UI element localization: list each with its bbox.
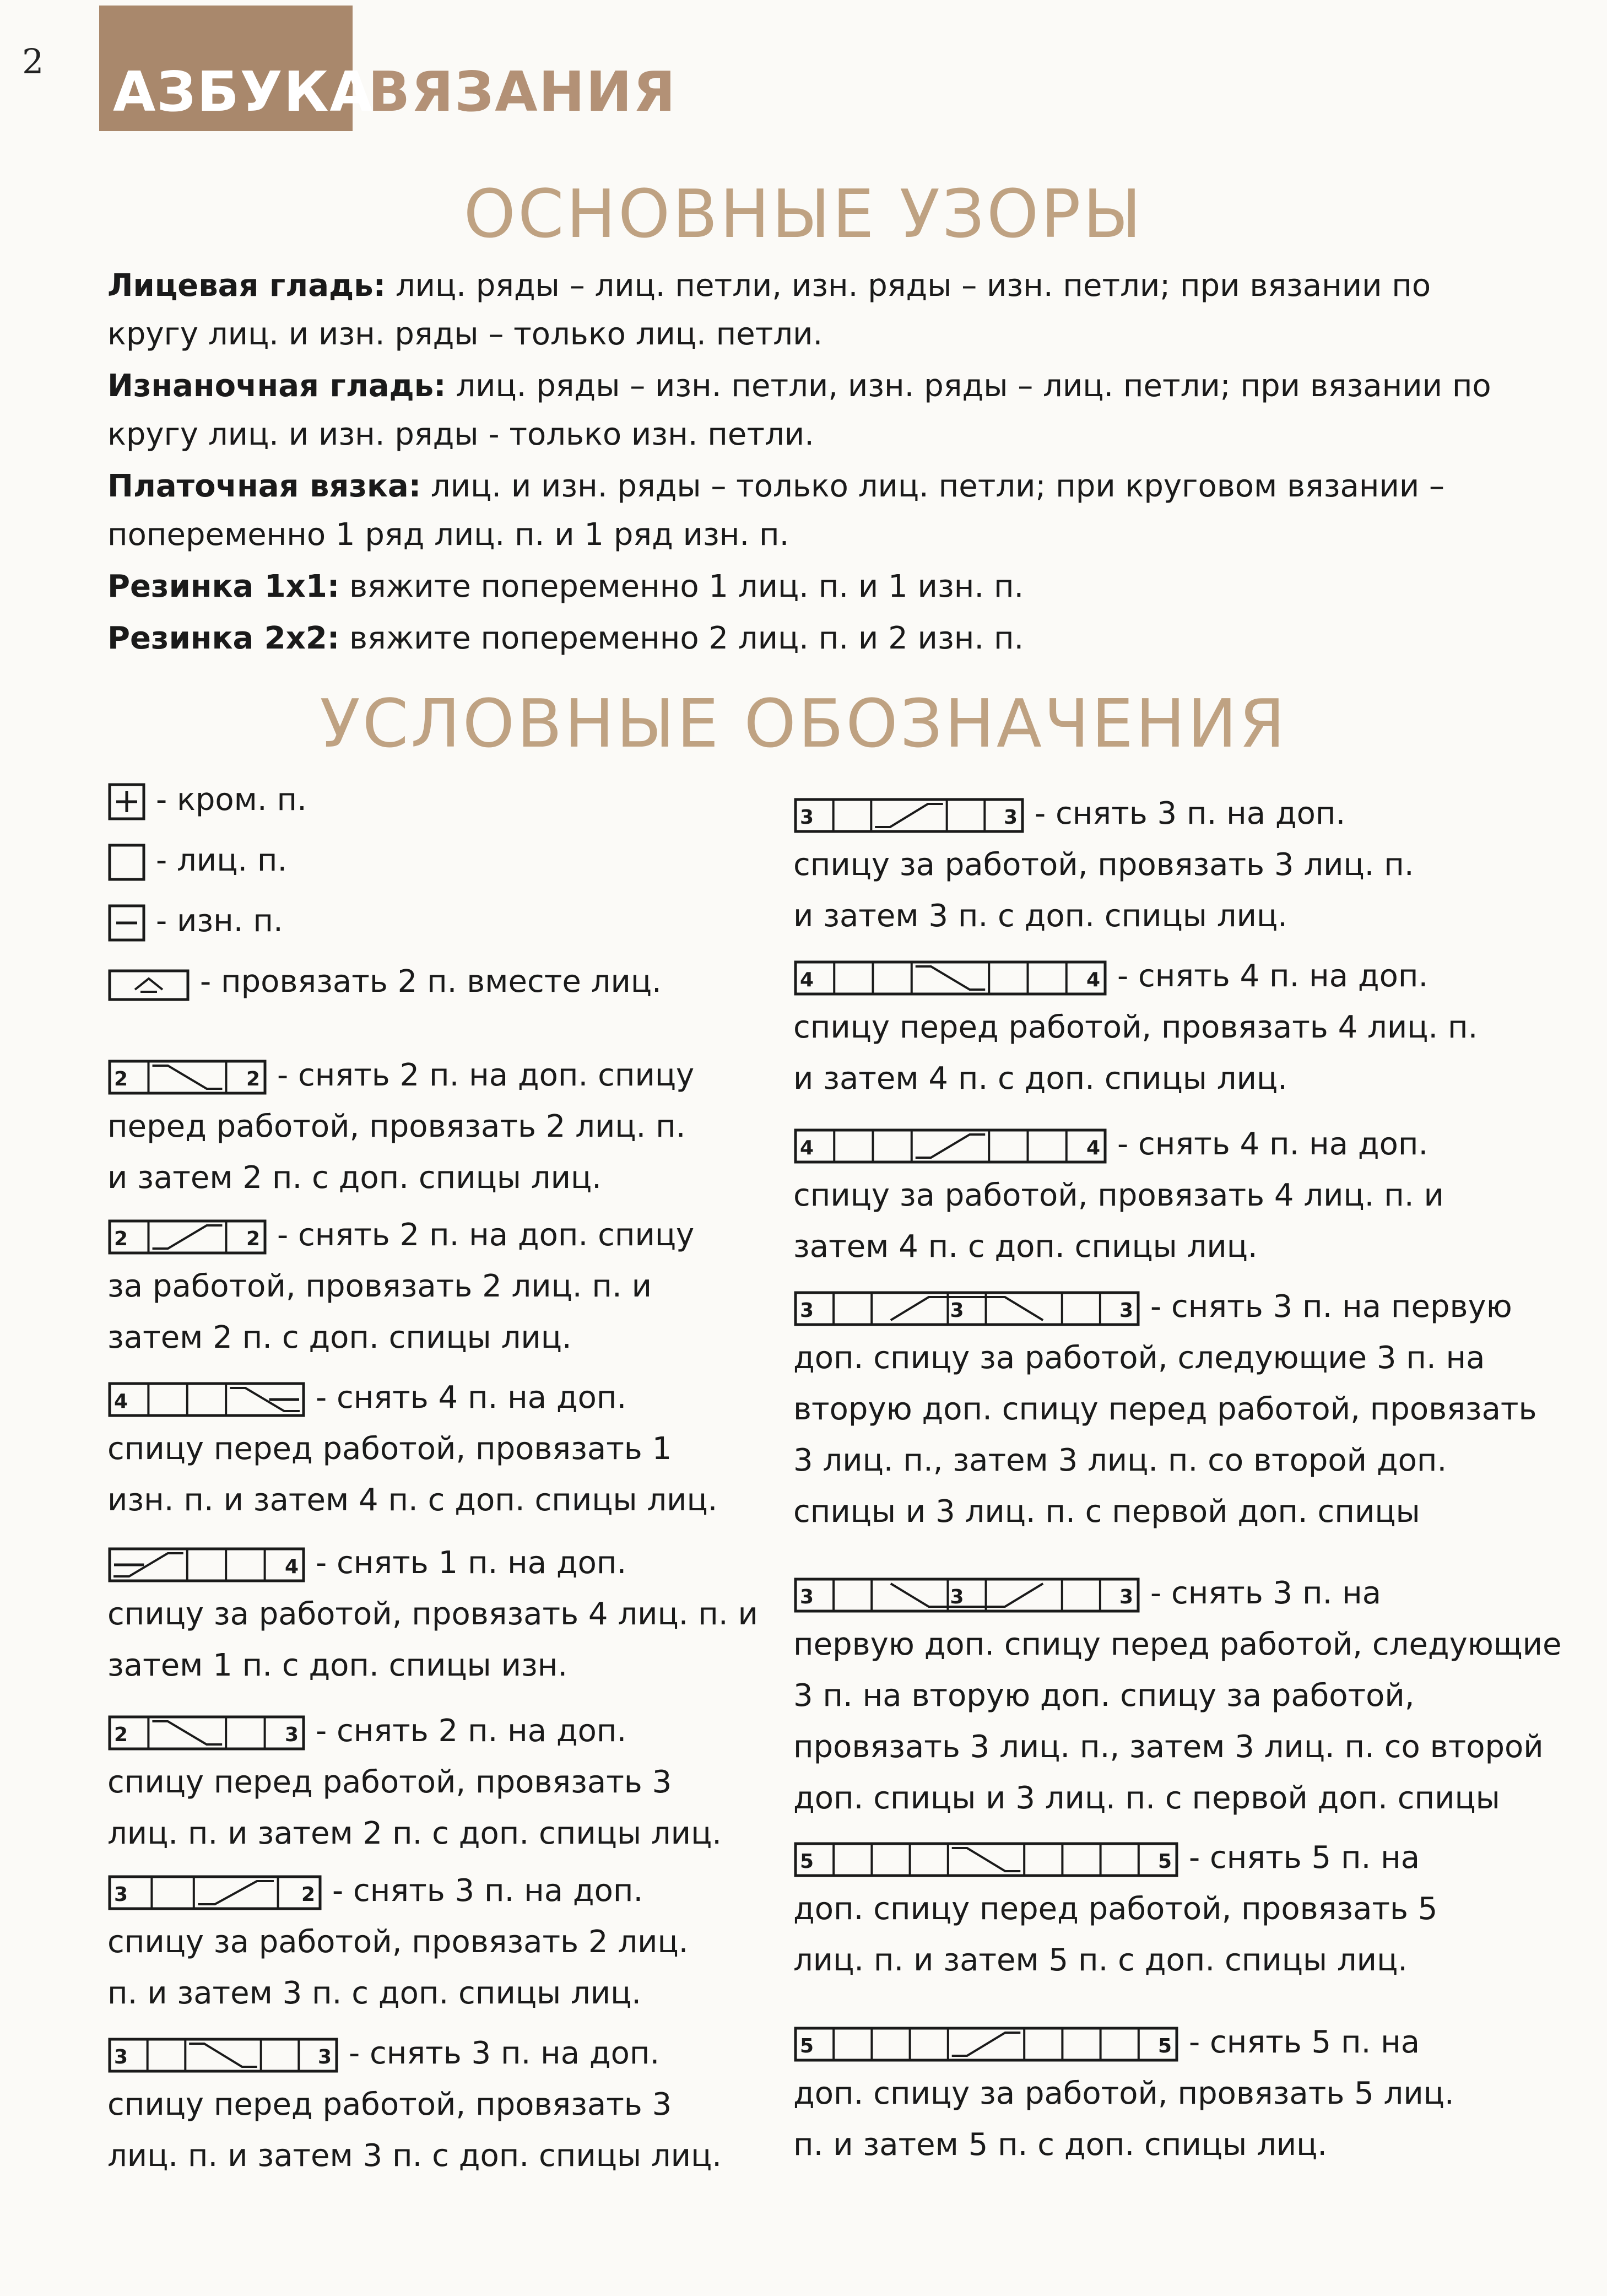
symbol-description: спицу перед работой, провязать 4 лиц. п. [793, 1009, 1478, 1045]
symbol-entry [107, 1050, 694, 1203]
symbol-entry-line [793, 890, 1414, 942]
svg-text:3: 3 [950, 1299, 964, 1322]
svg-text:3: 3 [285, 1723, 299, 1746]
symbol-entry-line [793, 1773, 1562, 1824]
symbol-description: - снять 2 п. на доп. [316, 1713, 627, 1749]
svg-text:3: 3 [800, 1299, 814, 1322]
symbol-description: - снять 4 п. на доп. [316, 1380, 627, 1416]
symbol-description: п. и затем 3 п. с доп. спицы лиц. [107, 1975, 642, 2011]
cable-1-4-back-purl-icon [107, 1546, 306, 1584]
symbol-description: - провязать 2 п. вместе лиц. [200, 964, 662, 1000]
symbol-description: затем 2 п. с доп. спицы лиц. [107, 1320, 572, 1355]
symbol-entry [107, 1537, 758, 1691]
symbol-description: 3 п. на вторую доп. спицу за работой, [793, 1678, 1415, 1714]
symbol-description: перед работой, провязать 2 лиц. п. [107, 1109, 686, 1144]
symbol-entry [793, 1832, 1437, 1986]
symbol-description: спицу за работой, провязать 4 лиц. п. и [793, 1177, 1444, 1213]
cable-4-4-front-icon [793, 959, 1107, 997]
symbol-description: и затем 4 п. с доп. спицы лиц. [793, 1061, 1287, 1096]
symbol-entry-first-line [107, 1050, 694, 1101]
patterns-list [107, 262, 1515, 666]
page-number: 2 [22, 41, 44, 82]
symbol-entry [793, 950, 1478, 1104]
cable-3-3-back-icon [793, 796, 1025, 835]
symbol-entry-line [107, 1589, 758, 1640]
symbol-description: спицы и 3 лиц. п. с первой доп. спицы [793, 1494, 1420, 1530]
symbol-description: и затем 2 п. с доп. спицы лиц. [107, 1160, 602, 1196]
symbol-entry-line [107, 1423, 717, 1474]
svg-text:5: 5 [800, 2034, 814, 2057]
cable-3-3-front-icon [107, 2036, 339, 2074]
symbol-description: спицу за работой, провязать 4 лиц. п. и [107, 1596, 758, 1632]
svg-text:3: 3 [1119, 1585, 1134, 1608]
symbol-entry [793, 788, 1414, 942]
purl-stitch-icon [107, 904, 146, 942]
svg-text:2: 2 [246, 1227, 261, 1250]
symbol-description: доп. спицы и 3 лиц. п. с первой доп. спицы [793, 1780, 1500, 1816]
symbol-entry-first-line [793, 950, 1478, 1002]
symbol-entry-line [107, 1474, 717, 1526]
symbol-description: изн. п. и затем 4 п. с доп. спицы лиц. [107, 1482, 718, 1518]
svg-text:2: 2 [114, 1723, 128, 1746]
symbol-entry [107, 1865, 688, 2019]
pattern-item: Платочная вязка: лиц. и изн. ряды – только лиц. петли; при круговом вязании – попеременно 1 ряд лиц. п. и 1 ряд изн. п. [107, 468, 1445, 553]
symbol-entry-line [107, 1808, 722, 1859]
svg-text:4: 4 [1086, 1136, 1101, 1159]
svg-text:4: 4 [1086, 968, 1101, 991]
symbol-entry-line [107, 1640, 758, 1691]
symbol-description: доп. спицу за работой, провязать 5 лиц. [793, 2076, 1454, 2111]
symbol-entry-line [107, 1757, 722, 1808]
symbol-description: - снять 3 п. на доп. [332, 1873, 643, 1909]
symbol-entry-first-line [793, 1568, 1562, 1619]
symbol-entry-line [107, 2130, 722, 2181]
symbol-entry-first-line [793, 2017, 1454, 2068]
symbol-description: - снять 2 п. на доп. спицу [277, 1057, 695, 1093]
symbol-entry-line [793, 1435, 1537, 1486]
symbol-entry-first-line [107, 1865, 688, 1916]
symbol-entry-first-line [793, 1119, 1444, 1170]
symbol-entry-first-line [107, 895, 283, 947]
symbol-description: - кром. п. [156, 782, 307, 818]
svg-text:5: 5 [1158, 2034, 1172, 2057]
section-title-symbols: УСЛОВНЫЕ ОБОЗНАЧЕНИЯ [320, 686, 1287, 763]
symbol-entry-first-line [793, 1281, 1537, 1332]
symbol-entry [107, 1372, 717, 1526]
symbol-description: доп. спицу перед работой, провязать 5 [793, 1891, 1438, 1927]
cable-5-5-back-icon [793, 2025, 1179, 2063]
symbol-description: - лиц. п. [156, 842, 288, 878]
symbol-entry-line [793, 1935, 1437, 1986]
cable-2-3-front-icon [107, 1714, 306, 1752]
symbol-entry-first-line [107, 2028, 722, 2079]
symbol-entry-line [107, 2079, 722, 2130]
symbol-entry-line [793, 1002, 1478, 1053]
cable-4-4-back-icon [793, 1127, 1107, 1165]
section-title-patterns: ОСНОВНЫЕ УЗОРЫ [463, 176, 1144, 253]
symbol-description: спицу перед работой, провязать 3 [107, 2087, 672, 2122]
pattern-item: Лицевая гладь: лиц. ряды – лиц. петли, изн. ряды – изн. петли; при вязании по кругу лиц. и изн. ряды – только лиц. петли. [107, 268, 1431, 352]
svg-text:2: 2 [114, 1227, 128, 1250]
symbol-description: доп. спицу за работой, следующие 3 п. на [793, 1340, 1485, 1376]
symbol-entry-line [793, 1053, 1478, 1104]
symbol-entry-line [793, 1619, 1562, 1670]
svg-text:4: 4 [114, 1390, 128, 1413]
symbol-entry-first-line [793, 1832, 1437, 1883]
svg-text:2: 2 [246, 1067, 261, 1090]
symbol-entry-line [793, 2119, 1454, 2170]
symbol-entry-first-line [107, 956, 662, 1007]
svg-text:3: 3 [114, 1883, 128, 1906]
symbol-description: - снять 3 п. на доп. [1035, 796, 1346, 831]
symbol-description: провязать 3 лиц. п., затем 3 лиц. п. со второй [793, 1729, 1544, 1765]
svg-text:4: 4 [800, 968, 814, 991]
symbol-entry-line [793, 1670, 1562, 1721]
symbol-entry-line [793, 1883, 1437, 1935]
symbol-description: и затем 3 п. с доп. спицы лиц. [793, 898, 1287, 934]
symbol-description: - снять 4 п. на доп. [1117, 1126, 1429, 1162]
symbol-entry [793, 1281, 1537, 1537]
symbol-description: затем 1 п. с доп. спицы изн. [107, 1647, 568, 1683]
svg-text:3: 3 [950, 1585, 964, 1608]
symbol-entry [107, 895, 283, 947]
symbol-description: - снять 4 п. на доп. [1117, 958, 1429, 994]
symbol-entry [107, 956, 662, 1007]
svg-text:3: 3 [318, 2045, 332, 2068]
cable-3-3-3-back-front-icon [793, 1289, 1140, 1328]
symbol-description: - снять 5 п. на [1189, 2024, 1420, 2060]
symbol-entry [107, 774, 307, 825]
svg-text:4: 4 [285, 1555, 299, 1578]
cable-2-2-front-icon [107, 1058, 267, 1096]
symbol-description: 3 лиц. п., затем 3 лиц. п. со второй доп. [793, 1443, 1447, 1478]
svg-text:3: 3 [1004, 806, 1018, 829]
symbol-entry [107, 1705, 722, 1859]
symbol-description: лиц. п. и затем 2 п. с доп. спицы лиц. [107, 1816, 722, 1851]
header-title-secondary: ВЯЗАНИЯ [368, 60, 677, 124]
symbol-entry-line [793, 1384, 1537, 1435]
cable-3-2-back-icon [107, 1873, 322, 1912]
symbol-description: спицу за работой, провязать 3 лиц. п. [793, 847, 1414, 883]
symbol-entry-first-line [107, 1372, 717, 1423]
symbol-description: - снять 3 п. на доп. [349, 2035, 660, 2071]
symbol-entry-first-line [107, 1209, 694, 1261]
symbol-description: спицу перед работой, провязать 1 [107, 1431, 672, 1467]
svg-text:5: 5 [800, 1850, 814, 1873]
cable-2-2-back-icon [107, 1218, 267, 1256]
symbol-description: затем 4 п. с доп. спицы лиц. [793, 1229, 1258, 1265]
symbol-description: - снять 3 п. на первую [1150, 1289, 1512, 1325]
symbol-description: - изн. п. [156, 903, 283, 939]
symbol-entry-line [793, 1332, 1537, 1384]
symbol-entry-line [793, 839, 1414, 890]
header-title-primary: АЗБУКА [113, 60, 374, 124]
symbol-description: спицу за работой, провязать 2 лиц. [107, 1924, 689, 1960]
pattern-item: Резинка 2х2: вяжите попеременно 2 лиц. п. и 2 изн. п. [107, 620, 1024, 656]
symbol-entry-line [793, 1721, 1562, 1773]
symbol-entry-line [793, 1170, 1444, 1221]
svg-text:3: 3 [1119, 1299, 1134, 1322]
symbol-entry-line [107, 1916, 688, 1968]
svg-text:4: 4 [800, 1136, 814, 1159]
symbol-description: лиц. п. и затем 5 п. с доп. спицы лиц. [793, 1942, 1408, 1978]
symbol-entry [793, 1119, 1444, 1272]
svg-text:2: 2 [114, 1067, 128, 1090]
cable-5-5-front-icon [793, 1840, 1179, 1879]
symbol-entry-line [107, 1101, 694, 1152]
symbol-entry-line [793, 1221, 1444, 1272]
svg-text:5: 5 [1158, 1850, 1172, 1873]
symbol-entry [107, 1209, 694, 1363]
symbol-entry-line [107, 1152, 694, 1203]
svg-text:3: 3 [114, 2045, 128, 2068]
symbol-description: - снять 3 п. на [1150, 1575, 1382, 1611]
symbol-description: - снять 5 п. на [1189, 1840, 1420, 1876]
pattern-item: Резинка 1х1: вяжите попеременно 1 лиц. п. и 1 изн. п. [107, 569, 1024, 604]
symbol-entry-first-line [107, 774, 307, 825]
symbol-entry [793, 1568, 1562, 1824]
symbol-entry-line [107, 1968, 688, 2019]
symbol-description: вторую доп. спицу перед работой, провязать [793, 1391, 1537, 1427]
symbol-description: лиц. п. и затем 3 п. с доп. спицы лиц. [107, 2138, 722, 2174]
pattern-item: Изнаночная гладь: лиц. ряды – изн. петли, изн. ряды – лиц. петли; при вязании по кругу лиц. и изн. ряды - только изн. петли. [107, 368, 1491, 452]
symbol-description: спицу перед работой, провязать 3 [107, 1764, 672, 1800]
symbol-entry-line [793, 1486, 1537, 1537]
symbol-entry-first-line [107, 835, 287, 886]
symbol-entry [107, 2028, 722, 2181]
edge-stitch-icon [107, 782, 146, 821]
symbol-entry-line [107, 1312, 694, 1363]
symbol-description: - снять 2 п. на доп. спицу [277, 1217, 695, 1253]
symbol-entry-first-line [107, 1705, 722, 1757]
knit-stitch-icon [107, 843, 146, 882]
symbol-entry [107, 835, 287, 886]
symbol-entry-line [793, 2068, 1454, 2119]
knit-two-together-icon [107, 964, 190, 1003]
cable-4-1-front-purl-icon [107, 1380, 306, 1419]
svg-text:2: 2 [301, 1883, 316, 1906]
symbol-entry-line [107, 1261, 694, 1312]
symbol-description: п. и затем 5 п. с доп. спицы лиц. [793, 2127, 1328, 2163]
cable-3-3-3-front-back-icon [793, 1576, 1140, 1614]
svg-text:3: 3 [800, 806, 814, 829]
symbol-description: первую доп. спицу перед работой, следующие [793, 1627, 1562, 1662]
symbol-entry [793, 2017, 1454, 2170]
symbol-entry-first-line [793, 788, 1414, 839]
symbol-entry-first-line [107, 1537, 758, 1589]
symbol-description: за работой, провязать 2 лиц. п. и [107, 1268, 652, 1304]
svg-text:3: 3 [800, 1585, 814, 1608]
symbol-description: - снять 1 п. на доп. [316, 1545, 627, 1581]
